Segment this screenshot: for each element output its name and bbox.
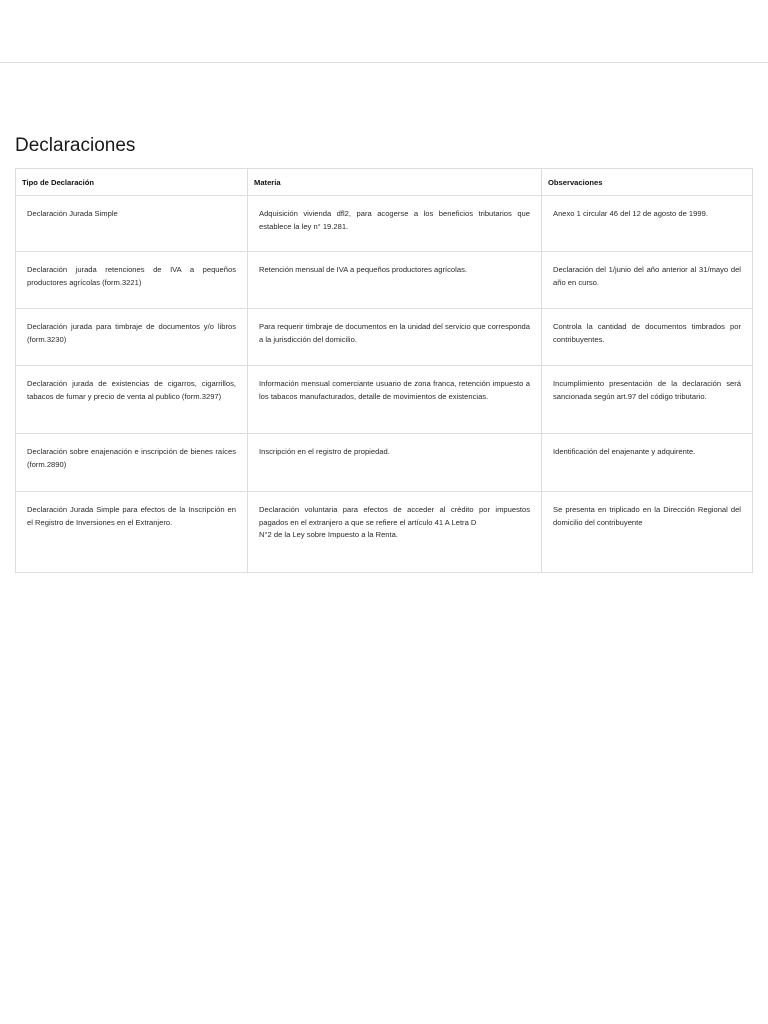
column-header-tipo: Tipo de Declaración bbox=[16, 169, 248, 196]
cell-materia: Inscripción en el registro de propiedad. bbox=[248, 434, 542, 492]
cell-materia-line: N°2 de la Ley sobre Impuesto a la Renta. bbox=[259, 530, 398, 540]
cell-observaciones: Controla la cantidad de documentos timbrados por contribuyentes. bbox=[542, 309, 753, 366]
cell-materia: Información mensual comerciante usuario de zona franca, retención impuesto a los tabacos manufacturados, detalle de movimientos de existencias. bbox=[248, 366, 542, 434]
page-title: Declaraciones bbox=[15, 135, 136, 156]
cell-observaciones: Incumplimiento presentación de la declaración será sancionada según art.97 del código tributario. bbox=[542, 366, 753, 434]
cell-observaciones: Anexo 1 circular 46 del 12 de agosto de 1999. bbox=[542, 196, 753, 252]
table-row bbox=[16, 252, 753, 309]
cell-materia: Adquisición vivienda dfl2, para acogerse a los beneficios tributarios que establece la ley n° 19.281. bbox=[248, 196, 542, 252]
cell-materia: Para requerir timbraje de documentos en la unidad del servicio que corresponda a la jurisdicción del domicilio. bbox=[248, 309, 542, 366]
cell-observaciones: Identificación del enajenante y adquirente. bbox=[542, 434, 753, 492]
cell-materia: Retención mensual de IVA a pequeños productores agrícolas. bbox=[248, 252, 542, 309]
cell-tipo: Declaración Jurada Simple para efectos de la Inscripción en el Registro de Inversiones en el Extranjero. bbox=[16, 492, 248, 573]
cell-tipo: Declaración jurada de existencias de cigarros, cigarrillos, tabacos de fumar y precio de venta al publico (form.3297) bbox=[16, 366, 248, 434]
table-row bbox=[16, 196, 753, 252]
cell-tipo: Declaración sobre enajenación e inscripción de bienes raíces (form.2890) bbox=[16, 434, 248, 492]
cell-tipo: Declaración Jurada Simple bbox=[16, 196, 248, 252]
table-header-row bbox=[16, 169, 753, 196]
cell-tipo: Declaración jurada retenciones de IVA a pequeños productores agrícolas (form.3221) bbox=[16, 252, 248, 309]
table-row bbox=[16, 492, 753, 573]
cell-tipo: Declaración jurada para timbraje de documentos y/o libros (form.3230) bbox=[16, 309, 248, 366]
table-row bbox=[16, 309, 753, 366]
cell-observaciones: Se presenta en triplicado en la Dirección Regional del domicilio del contribuyente bbox=[542, 492, 753, 573]
column-header-materia: Materia bbox=[248, 169, 542, 196]
table-row bbox=[16, 366, 753, 434]
cell-materia-line: Declaración voluntaria para efectos de acceder al crédito por impuestos pagados en el extranjero a que se refiere el artículo 41 A Letra D bbox=[259, 505, 530, 527]
table-row bbox=[16, 434, 753, 492]
cell-materia bbox=[248, 492, 542, 573]
cell-observaciones: Declaración del 1/junio del año anterior al 31/mayo del año en curso. bbox=[542, 252, 753, 309]
declaraciones-table bbox=[15, 168, 753, 573]
top-divider bbox=[0, 62, 768, 63]
column-header-observaciones: Observaciones bbox=[542, 169, 753, 196]
